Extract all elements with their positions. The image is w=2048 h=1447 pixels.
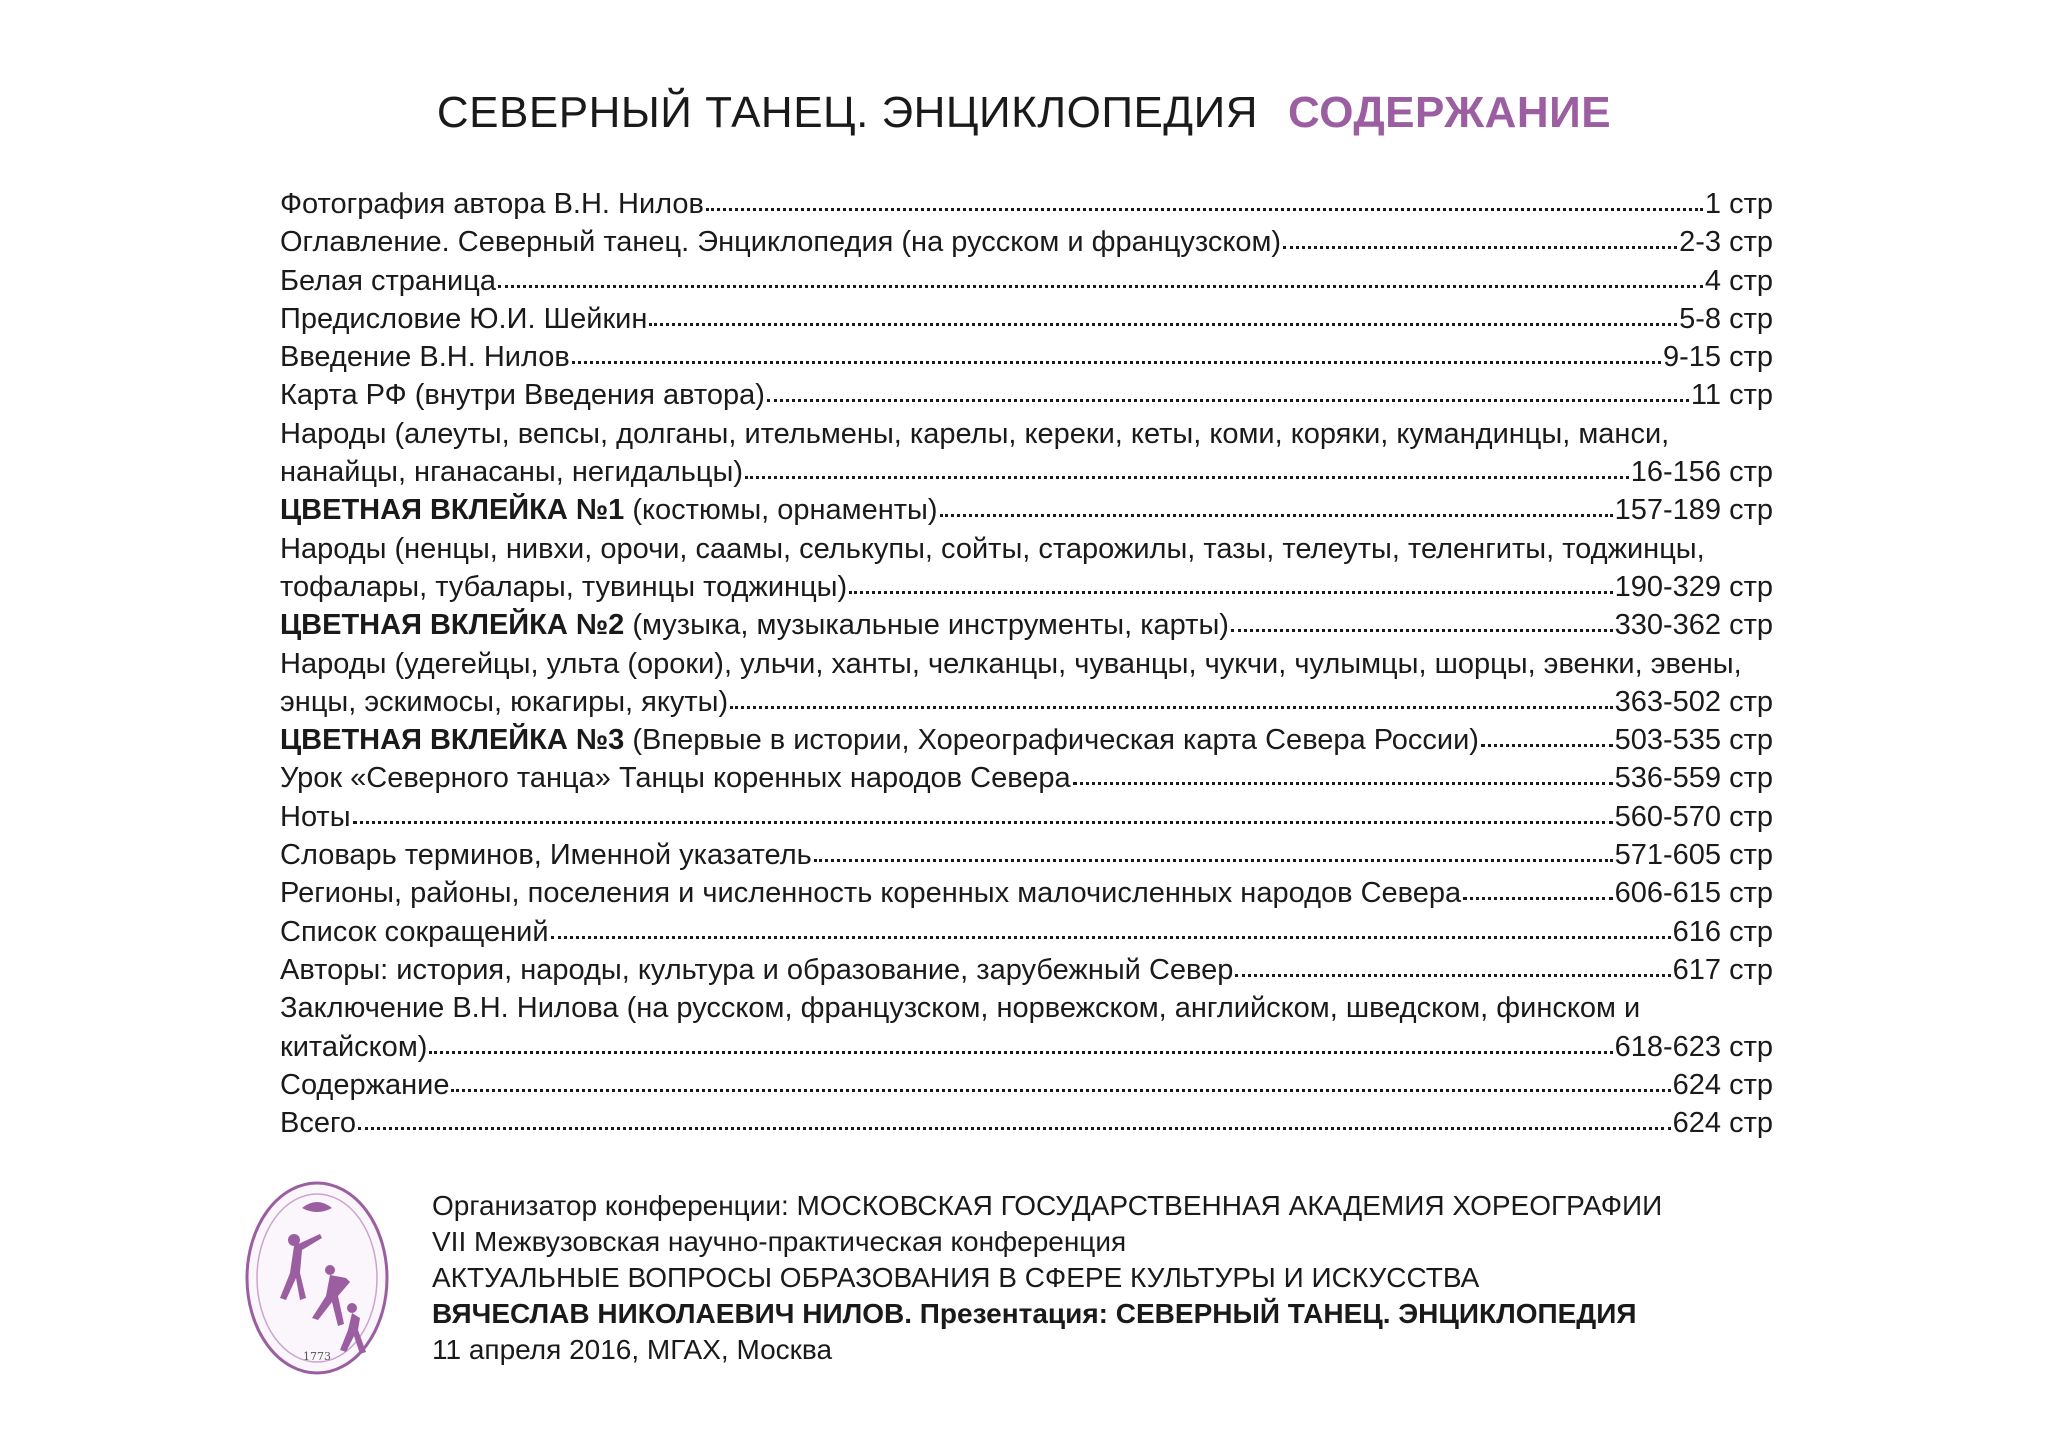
toc-entry [280, 874, 1773, 912]
title-section: СОДЕРЖАНИЕ [1288, 88, 1612, 137]
toc-entry-title [280, 989, 1640, 1027]
toc-entry-title [280, 185, 704, 223]
toc-entry-title [280, 683, 728, 721]
toc-entry-title [280, 759, 1071, 797]
toc-leader-dots [1481, 744, 1613, 747]
toc-entry-page: 536-559 стр [1614, 762, 1773, 795]
toc-entry-text: Авторы: история, народы, культура и образование, зарубежный Север [280, 953, 1234, 986]
academy-logo [242, 1178, 392, 1378]
footer-organizer: Организатор конференции: МОСКОВСКАЯ ГОСУДАРСТВЕННАЯ АКАДЕМИЯ ХОРЕОГРАФИИ [432, 1190, 1663, 1221]
toc-entry-text: (музыка, музыкальные инструменты, карты) [624, 609, 1229, 642]
toc-entry-title [280, 338, 570, 376]
toc-entry [280, 530, 1773, 568]
toc-entry [280, 1104, 1773, 1142]
toc-entry-text: Регионы, районы, поселения и численность коренных малочисленных народов Севера [280, 877, 1462, 910]
toc-entry-text: Предисловие Ю.И. Шейкин [280, 302, 648, 335]
toc-entry-page: 157-189 стр [1614, 494, 1773, 527]
toc-entry-title [280, 874, 1461, 912]
toc-entry-title [280, 606, 1229, 644]
toc-entry-page: 503-535 стр [1614, 724, 1773, 757]
toc-entry-text: Всего [280, 1107, 357, 1140]
toc-entry-page: 9-15 стр [1662, 341, 1773, 374]
toc-entry-text: Введение В.Н. Нилов [280, 341, 570, 374]
toc-entry [280, 338, 1773, 376]
toc-leader-dots [814, 859, 1613, 862]
toc-entry-text: Ноты [280, 800, 351, 833]
toc-entry-title [280, 1104, 356, 1142]
toc-leader-dots [767, 399, 1689, 402]
toc-entry-text: энцы, эскимосы, юкагиры, якуты) [280, 685, 729, 718]
toc-leader-dots [572, 361, 1661, 364]
toc-entry-text: Народы (удегейцы, ульта (ороки), ульчи, ханты, челканцы, чуванцы, чукчи, чулымцы, шорцы, эвенки, эвены, [280, 647, 1742, 680]
toc-leader-dots [849, 591, 1612, 594]
toc-entry-text: нанайцы, нганасаны, негидальцы) [280, 456, 743, 489]
toc-entry-text: Народы (алеуты, вепсы, долганы, ительмены, карелы, кереки, кеты, коми, коряки, кумандинцы, манси, [280, 417, 1670, 450]
toc-entry-title [280, 300, 647, 338]
toc-entry-page: 330-362 стр [1614, 609, 1773, 642]
toc-entry-text: Урок «Северного танца» Танцы коренных народов Севера [280, 762, 1071, 795]
toc-entry-title [280, 913, 549, 951]
table-of-contents [280, 185, 1773, 1142]
toc-entry [280, 836, 1773, 874]
toc-entry-title [280, 836, 812, 874]
toc-entry-title [280, 1028, 427, 1066]
toc-leader-dots [706, 208, 1703, 211]
toc-entry-page: 2-3 стр [1679, 226, 1773, 259]
toc-entry-page: 11 стр [1690, 379, 1773, 412]
toc-entry [280, 989, 1773, 1027]
toc-entry-title [280, 262, 496, 300]
toc-entry-page: 560-570 стр [1614, 800, 1773, 833]
toc-entry-page: 606-615 стр [1614, 877, 1773, 910]
toc-entry-page: 16-156 стр [1630, 456, 1773, 489]
toc-entry [280, 1028, 1773, 1066]
toc-leader-dots [1073, 782, 1613, 785]
toc-entry-page: 363-502 стр [1614, 685, 1773, 718]
toc-entry-text: Фотография автора В.Н. Нилов [280, 188, 704, 220]
toc-leader-dots [1231, 629, 1613, 632]
toc-entry-text: Содержание [280, 1068, 450, 1101]
toc-entry-title [280, 223, 1281, 261]
toc-entry [280, 721, 1773, 759]
toc-leader-dots [353, 821, 1613, 824]
toc-leader-dots [1463, 897, 1612, 900]
toc-leader-dots [1235, 974, 1670, 977]
toc-entry-text: (Впервые в истории, Хореографическая карта Севера России) [624, 724, 1479, 757]
toc-leader-dots [649, 323, 1677, 326]
toc-entry-text: китайском) [280, 1030, 428, 1063]
toc-entry [280, 185, 1773, 223]
toc-entry [280, 491, 1773, 529]
toc-entry-title [280, 453, 743, 491]
toc-entry [280, 645, 1773, 683]
toc-entry-bold: ЦВЕТНАЯ ВКЛЕЙКА №1 [280, 494, 625, 527]
toc-entry [280, 606, 1773, 644]
toc-entry-page: 617 стр [1672, 953, 1773, 986]
toc-entry [280, 376, 1773, 414]
toc-entry [280, 453, 1773, 491]
footer-date: 11 апреля 2016, МГАХ, Москва [432, 1334, 833, 1365]
logo-year: 1773 [303, 1350, 331, 1363]
toc-entry-title [280, 798, 351, 836]
footer-presenter: ВЯЧЕСЛАВ НИКОЛАЕВИЧ НИЛОВ. Презентация: СЕВЕРНЫЙ ТАНЕЦ. ЭНЦИКЛОПЕДИЯ [432, 1298, 1637, 1329]
toc-entry-title [280, 491, 938, 529]
toc-entry-text: Заключение В.Н. Нилова (на русском, французском, норвежском, английском, шведском, финском и [280, 992, 1641, 1025]
toc-entry-text: Карта РФ (внутри Введения автора) [280, 379, 765, 412]
toc-entry [280, 683, 1773, 721]
toc-entry-page: 571-605 стр [1614, 839, 1773, 872]
toc-entry [280, 415, 1773, 453]
toc-entry-title [280, 721, 1479, 759]
toc-entry-page: 624 стр [1672, 1068, 1773, 1101]
toc-leader-dots [745, 476, 1629, 479]
toc-entry-text: тофалары, тубалары, тувинцы тоджинцы) [280, 570, 848, 603]
toc-entry [280, 798, 1773, 836]
footer [432, 1188, 1662, 1368]
toc-entry-text: Оглавление. Северный танец. Энциклопедия (на русском и французском) [280, 226, 1282, 259]
toc-entry-page: 190-329 стр [1614, 570, 1773, 603]
toc-entry-title [280, 568, 847, 606]
title-main: СЕВЕРНЫЙ ТАНЕЦ. ЭНЦИКЛОПЕДИЯ [436, 88, 1259, 137]
toc-leader-dots [551, 936, 1671, 939]
toc-entry [280, 951, 1773, 989]
toc-entry-text: Список сокращений [280, 915, 549, 948]
toc-entry-page: 4 стр [1704, 264, 1773, 297]
toc-entry [280, 300, 1773, 338]
toc-entry-title [280, 530, 1705, 568]
toc-entry-page: 618-623 стр [1614, 1030, 1773, 1063]
footer-topic: АКТУАЛЬНЫЕ ВОПРОСЫ ОБРАЗОВАНИЯ В СФЕРЕ КУЛЬТУРЫ И ИСКУССТВА [432, 1262, 1480, 1293]
toc-entry-page: 1 стр [1704, 188, 1773, 220]
toc-entry-page: 5-8 стр [1679, 302, 1773, 335]
toc-leader-dots [940, 514, 1613, 517]
toc-leader-dots [730, 706, 1612, 709]
toc-entry [280, 913, 1773, 951]
toc-leader-dots [358, 1127, 1671, 1130]
toc-entry-title [280, 1066, 449, 1104]
toc-entry-text: Словарь терминов, Именной указатель [280, 839, 812, 872]
toc-entry-text: (костюмы, орнаменты) [624, 494, 938, 527]
toc-entry-text: Народы (ненцы, нивхи, орочи, саамы, селькупы, сойты, старожилы, тазы, телеуты, теленгиты, тоджинцы, [280, 532, 1705, 565]
toc-leader-dots [429, 1051, 1612, 1054]
toc-leader-dots [498, 285, 1703, 288]
toc-entry-bold: ЦВЕТНАЯ ВКЛЕЙКА №2 [280, 609, 625, 642]
toc-entry [280, 759, 1773, 797]
toc-entry-title [280, 645, 1742, 683]
toc-entry [280, 223, 1773, 261]
toc-entry [280, 568, 1773, 606]
toc-entry-text: Белая страница [280, 264, 496, 297]
toc-entry-page: 624 стр [1672, 1107, 1773, 1140]
toc-leader-dots [1283, 246, 1677, 249]
toc-entry [280, 1066, 1773, 1104]
toc-entry-bold: ЦВЕТНАЯ ВКЛЕЙКА №3 [280, 724, 625, 757]
page-title [0, 88, 2048, 138]
toc-entry-title [280, 951, 1233, 989]
toc-entry [280, 262, 1773, 300]
toc-entry-title [280, 415, 1669, 453]
toc-entry-page: 616 стр [1672, 915, 1773, 948]
footer-conference: VII Межвузовская научно-практическая конференция [432, 1226, 1127, 1257]
toc-leader-dots [451, 1089, 1670, 1092]
toc-entry-title [280, 376, 765, 414]
